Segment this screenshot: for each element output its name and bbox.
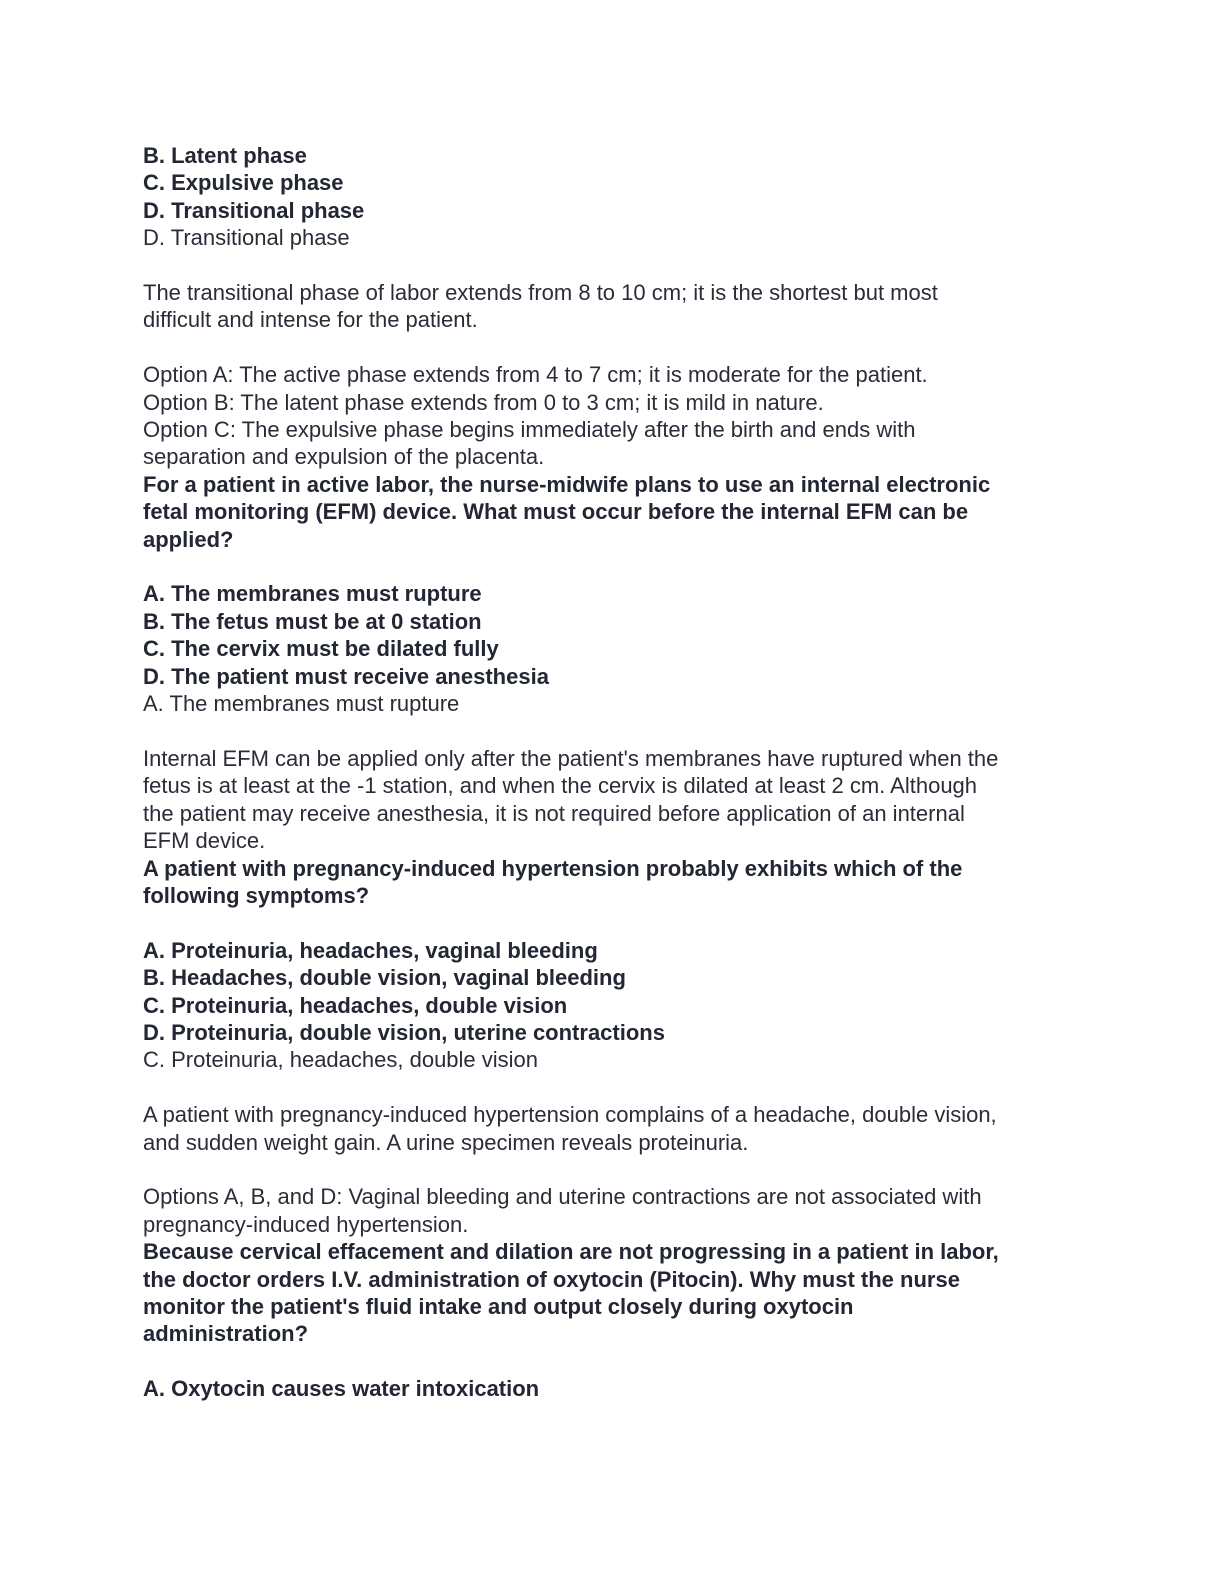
question-text-line: C. Proteinuria, headaches, double vision bbox=[143, 992, 568, 1018]
question-text-line: following symptoms? bbox=[143, 882, 370, 908]
question-text-line: fetal monitoring (EFM) device. What must occur before the internal EFM can be bbox=[143, 499, 969, 525]
answer-text-line: pregnancy-induced hypertension. bbox=[143, 1211, 469, 1237]
blank-line bbox=[143, 252, 1103, 279]
answer-text-line: A. The membranes must rupture bbox=[143, 691, 460, 717]
document-page bbox=[143, 142, 1103, 1403]
question-text-line: B. The fetus must be at 0 station bbox=[143, 608, 482, 634]
question-text-line: B. Headaches, double vision, vaginal bleeding bbox=[143, 965, 626, 991]
blank-line bbox=[143, 1348, 1103, 1375]
blank-line bbox=[143, 553, 1103, 580]
question-text-line: A. Proteinuria, headaches, vaginal bleeding bbox=[143, 937, 598, 963]
answer-text-line: EFM device. bbox=[143, 828, 266, 854]
answer-text-line: C. Proteinuria, headaches, double vision bbox=[143, 1047, 539, 1073]
question-text-line: the doctor orders I.V. administration of oxytocin (Pitocin). Why must the nurse bbox=[143, 1266, 960, 1292]
question-text-line: applied? bbox=[143, 526, 234, 552]
question-text-line: monitor the patient's fluid intake and output closely during oxytocin bbox=[143, 1293, 854, 1319]
question-text-line: Because cervical effacement and dilation are not progressing in a patient in labor, bbox=[143, 1239, 999, 1265]
question-text-line: A. Oxytocin causes water intoxication bbox=[143, 1376, 540, 1402]
blank-line bbox=[143, 334, 1103, 361]
answer-text-line: fetus is at least at the -1 station, and when the cervix is dilated at least 2 cm. Although bbox=[143, 773, 978, 799]
question-text-line: D. The patient must receive anesthesia bbox=[143, 663, 549, 689]
blank-line bbox=[143, 909, 1103, 936]
question-text-line: For a patient in active labor, the nurse-midwife plans to use an internal electronic bbox=[143, 471, 991, 497]
answer-text-line: the patient may receive anesthesia, it is not required before application of an internal bbox=[143, 800, 965, 826]
question-text-line: C. Expulsive phase bbox=[143, 170, 344, 196]
answer-text-line: Options A, B, and D: Vaginal bleeding and uterine contractions are not associated with bbox=[143, 1184, 982, 1210]
answer-text-line: The transitional phase of labor extends from 8 to 10 cm; it is the shortest but most bbox=[143, 280, 938, 306]
question-text-line: C. The cervix must be dilated fully bbox=[143, 636, 499, 662]
question-text-line: administration? bbox=[143, 1321, 309, 1347]
question-text-line: A patient with pregnancy-induced hypertension probably exhibits which of the bbox=[143, 855, 963, 881]
blank-line bbox=[143, 1156, 1103, 1183]
answer-text-line: Option A: The active phase extends from 4 to 7 cm; it is moderate for the patient. bbox=[143, 362, 928, 388]
question-text-line: A. The membranes must rupture bbox=[143, 581, 482, 607]
question-text-line: B. Latent phase bbox=[143, 143, 307, 168]
question-text-line: D. Transitional phase bbox=[143, 197, 365, 223]
answer-text-line: Option C: The expulsive phase begins immediately after the birth and ends with bbox=[143, 417, 916, 443]
answer-text-line: Option B: The latent phase extends from 0 to 3 cm; it is mild in nature. bbox=[143, 389, 824, 415]
answer-text-line: Internal EFM can be applied only after the patient's membranes have ruptured when the bbox=[143, 745, 999, 771]
answer-text-line: and sudden weight gain. A urine specimen reveals proteinuria. bbox=[143, 1129, 749, 1155]
answer-text-line: separation and expulsion of the placenta. bbox=[143, 444, 545, 470]
answer-text-line: A patient with pregnancy-induced hypertension complains of a headache, double vision, bbox=[143, 1102, 997, 1128]
question-text-line: D. Proteinuria, double vision, uterine contractions bbox=[143, 1019, 665, 1045]
answer-text-line: difficult and intense for the patient. bbox=[143, 307, 478, 333]
answer-text-line: D. Transitional phase bbox=[143, 225, 350, 251]
blank-line bbox=[143, 1074, 1103, 1101]
blank-line bbox=[143, 717, 1103, 744]
